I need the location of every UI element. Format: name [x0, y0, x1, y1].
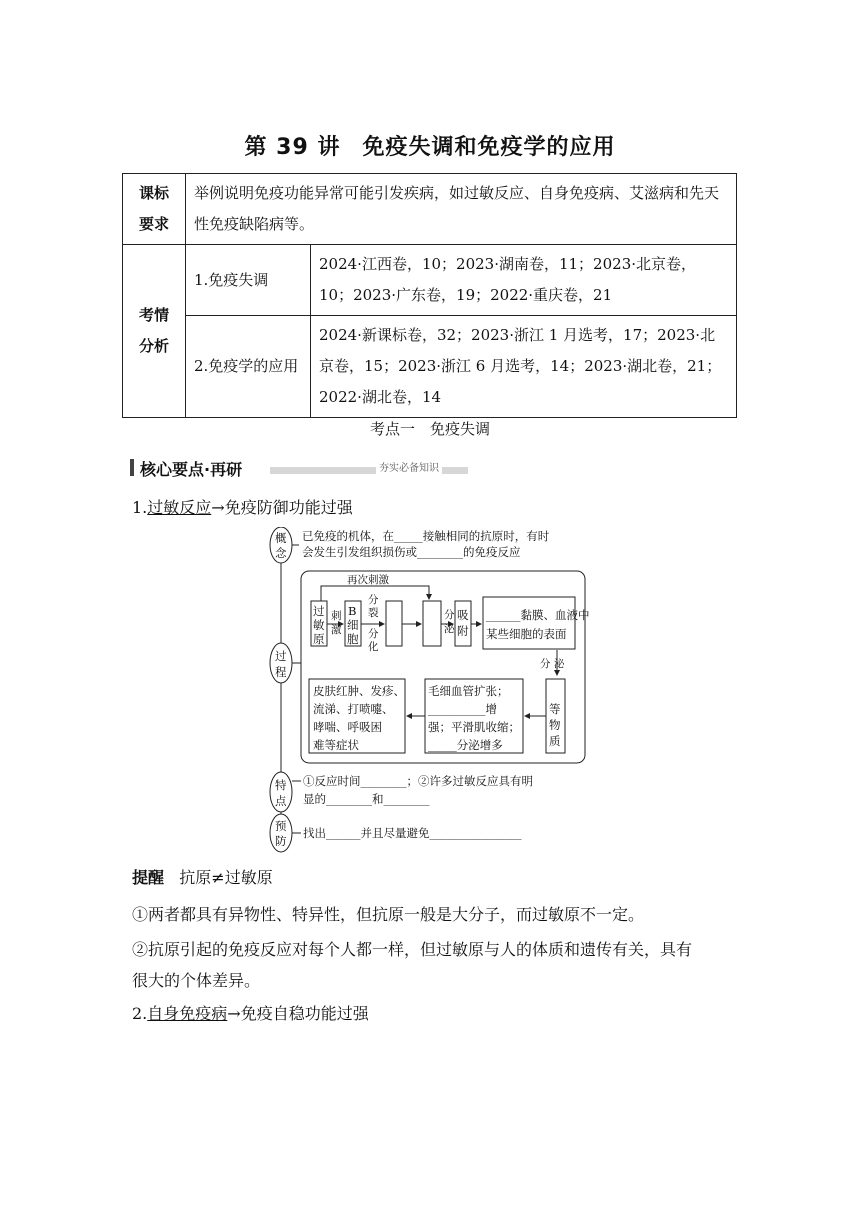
label-concept: 概	[275, 531, 287, 545]
svg-text:会发生引发组织损伤或________的免疫反应: 会发生引发组织损伤或________的免疫反应	[302, 545, 521, 559]
restim-label: 再次刺激	[347, 574, 389, 586]
secrete2-label: 分 泌	[540, 658, 565, 670]
allergen-label: 过	[313, 604, 325, 618]
svg-text:化: 化	[368, 641, 379, 653]
point-2-desc: 免疫自稳功能过强	[240, 1004, 369, 1023]
analysis-header: 考情 分析	[123, 245, 186, 418]
secrete-label: 分	[444, 609, 455, 621]
lecture-name: 免疫失调和免疫学的应用	[362, 135, 616, 160]
svg-text:原: 原	[313, 632, 325, 646]
svg-text:强；平滑肌收缩；: 强；平滑肌收缩；	[428, 720, 520, 734]
concept-text: 已免疫的机体，在_____接触相同的抗原时，有时	[302, 529, 550, 543]
tip-head: 抗原≠过敏原	[179, 868, 273, 887]
svg-text:激: 激	[331, 624, 342, 636]
svg-text:念: 念	[275, 546, 287, 560]
standard-text: 举例说明免疫功能异常可能引发疾病，如过敏反应、自身免疫病、艾滋病和先天性免疫缺陷病等。	[186, 174, 737, 245]
label-prevent: 预	[275, 819, 287, 833]
svg-text:显的________和________: 显的________和________	[303, 792, 430, 806]
point-1: 1.过敏反应→免疫防御功能过强	[132, 498, 353, 517]
point-1-topic: 过敏反应	[147, 498, 212, 517]
svg-text:__________增: __________增	[428, 702, 497, 716]
svg-text:胞: 胞	[347, 632, 359, 646]
divide-label: 分	[368, 594, 379, 606]
svg-text:裂: 裂	[368, 607, 379, 619]
standard-header: 课标 要求	[123, 174, 186, 245]
svg-text:程: 程	[275, 665, 287, 679]
label-process: 过	[275, 649, 287, 663]
tip-point-1: ①两者都具有异物性、特异性，但抗原一般是大分子，而过敏原不一定。	[132, 905, 645, 924]
svg-text:细: 细	[347, 618, 359, 632]
topic-cell: 1.免疫失调	[186, 245, 311, 316]
section-banner	[130, 457, 470, 478]
svg-text:_____分泌增多: _____分泌增多	[428, 738, 503, 752]
refs-cell: 2024·新课标卷，32；2023·浙江 1 月选考，17；2023·北京卷，15；2023·浙江 6 月选考，14；2023·湖北卷，21；2022·湖北卷，14	[311, 316, 737, 418]
differ-label: 分	[368, 628, 379, 640]
feature-text: ①反应时间________；②许多过敏反应具有明	[303, 774, 533, 788]
svg-text:难等症状: 难等症状	[313, 738, 359, 752]
section-title: 考点一 免疫失调	[369, 420, 490, 438]
svg-text:流涕、打喷嚏、: 流涕、打喷嚏、	[313, 702, 394, 716]
tip-header	[132, 867, 273, 889]
banner-bar	[130, 459, 134, 476]
absorb-label: 吸	[457, 608, 469, 622]
tip-point-2-cont: 很大的个体差异。	[132, 971, 261, 990]
page-title	[0, 130, 860, 161]
point-2: 2.自身免疫病→免疫自稳功能过强	[132, 1004, 369, 1023]
svg-text:物: 物	[549, 718, 561, 732]
point-2-topic: 自身免疫病	[147, 1004, 228, 1023]
refs-cell: 2024·江西卷，10；2023·湖南卷，11；2023·北京卷，10；2023·广东卷，19；2022·重庆卷，21	[311, 245, 737, 316]
svg-text:某些细胞的表面: 某些细胞的表面	[486, 627, 567, 641]
point-1-desc: 免疫防御功能过强	[224, 498, 353, 517]
symptom-text: 皮肤红肿、发疹、	[313, 684, 405, 698]
svg-text:防: 防	[275, 834, 287, 848]
adsorb-text: ______黏膜、血液中	[486, 608, 590, 622]
tip-label: 提醒	[132, 868, 165, 887]
bcell-label: B	[348, 604, 357, 618]
substance-label: 等	[549, 702, 561, 716]
svg-text:质: 质	[549, 734, 561, 748]
topic-cell: 2.免疫学的应用	[186, 316, 311, 418]
allergy-diagram	[265, 527, 595, 857]
prevent-text: 找出______并且尽量避免________________	[303, 826, 522, 840]
lecture-number: 第 39 讲	[244, 135, 341, 160]
label-feature: 特	[275, 778, 287, 792]
curriculum-table	[122, 173, 737, 418]
tip-point-2: ②抗原引起的免疫反应对每个人都一样，但过敏原与人的体质和遗传有关，具有	[132, 940, 693, 959]
svg-text:泌: 泌	[444, 623, 455, 635]
effect-text: 毛细血管扩张；	[428, 684, 509, 698]
banner-subtitle: 夯实必备知识	[376, 459, 442, 474]
banner-title: 核心要点·再研	[140, 460, 243, 479]
svg-text:点: 点	[275, 794, 287, 808]
svg-text:附: 附	[457, 624, 469, 638]
svg-text:哮喘、呼吸困: 哮喘、呼吸困	[313, 720, 382, 734]
svg-text:敏: 敏	[313, 618, 325, 632]
stim-label: 刺	[331, 610, 342, 622]
